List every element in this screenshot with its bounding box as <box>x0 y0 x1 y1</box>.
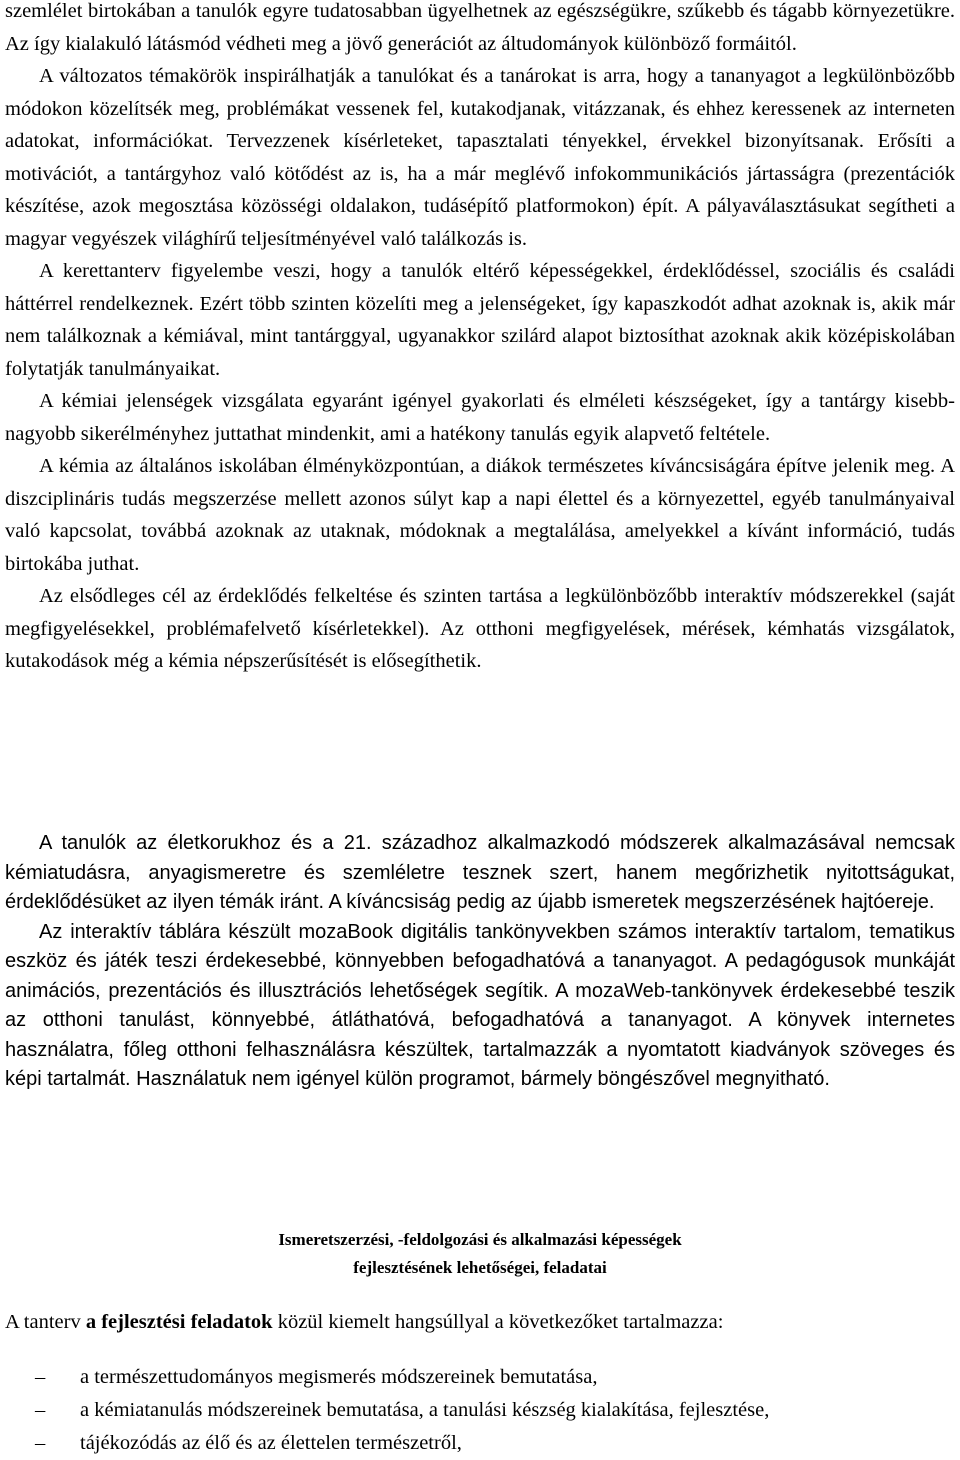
paragraph: szemlélet birtokában a tanulók egyre tudatosabban ügyelhetnek az egészségükre, szűkebb és tágabb környezetükre. Az így kialakuló látásmód védheti meg a jövő generációt az áltudományok különböző formáitól. <box>5 0 955 55</box>
list-item <box>5 1394 955 1427</box>
paragraph: Az elsődleges cél az érdeklődés felkeltése és szinten tartása a legkülönbözőbb interaktív módszerekkel (saját megfigyelésekkel, problémafelvető kísérletekkel). Az otthoni megfigyelések, mérések, kémhatás vizsgálatok, kutakodások még a kémia népszerűsítését is elősegíthetik. <box>5 585 955 672</box>
section-heading <box>5 1226 955 1282</box>
list-item <box>5 1361 955 1394</box>
list-item-text: tájékozódás az élő és az élettelen természetről, <box>80 1432 462 1454</box>
paragraph: A változatos témakörök inspirálhatják a tanulókat és a tanárokat is arra, hogy a tananyagot a legkülönbözőbb módokon közelítsék meg, problémákat vessenek fel, kutakodjanak, vitázzanak, és ehhez keressenek az interneten adatokat, információkat. Tervezzenek kísérleteket, tapasztalati tényekkel, érvekkel bizonyítsanak. Erősíti a motivációt, a tantárgyhoz való kötődést az is, ha a már meglévő infokommunikációs jártasságra (prezentációk készítése, azok megosztása közösségi oldalakon, tudásépítő platformokon) épít. A pályaválasztásukat segítheti a magyar vegyészek világhírű teljesítményével való találkozás is. <box>5 65 955 250</box>
list-item <box>5 1427 955 1460</box>
dash-bullet: – <box>35 1399 46 1421</box>
paragraph: A kémiai jelenségek vizsgálata egyaránt igényel gyakorlati és elméleti készségeket, így a tantárgy kisebb-nagyobb sikerélményhez juttathat mindenkit, ami a hatékony tanulás egyik alapvető feltétele. <box>5 390 955 445</box>
list-item-text: a természettudományos megismerés módszereinek bemutatása, <box>80 1366 598 1388</box>
intro-bold: a fejlesztési feladatok <box>85 1311 273 1333</box>
paragraph: A kémia az általános iskolában élményközpontúan, a diákok természetes kíváncsiságára építve jelenik meg. A diszciplináris tudás megszerzése mellett azonos súlyt kap a napi élettel és a környezettel, egyéb tanulmányaival való kapcsolat, továbbá azoknak az utaknak, módoknak a megtalálása, amelyekkel a kívánt információ, tudás birtokába juthat. <box>5 455 955 575</box>
intro-before: A tanterv <box>5 1311 86 1333</box>
dash-bullet: – <box>35 1366 46 1388</box>
paragraph: Az interaktív táblára készült mozaBook digitális tankönyvekben számos interaktív tartalom, tematikus eszköz és játék teszi érdekesebbé, könnyebben befogadhatóvá a tananyagot. A pedagógusok munkáját animációs, prezentációs és illusztrációs lehetőségek segítik. A mozaWeb-tankönyvek érdekesebbé teszik az otthoni tanulást, könnyebbé, átláthatóvá, befogadhatóvá a tananyagot. A könyvek internetes használatra, főleg otthoni felhasználásra készültek, tartalmazzák a nyomtatott kiadványok szöveges és képi tartalmát. Használatuk nem igényel külön programot, bármely böngészővel megnyitható. <box>5 920 955 1090</box>
heading-line-1: Ismeretszerzési, -feldolgozási és alkalmazási képességek <box>278 1230 682 1249</box>
serif-section <box>5 0 955 678</box>
dash-bullet: – <box>35 1432 46 1454</box>
intro-after: közül kiemelt hangsúllyal a következőket tartalmazza: <box>272 1311 724 1333</box>
task-list <box>5 1361 955 1460</box>
paragraph: A kerettanterv figyelembe veszi, hogy a tanulók eltérő képességekkel, érdeklődéssel, szociális és családi háttérrel rendelkeznek. Ezért több szinten közelíti meg a jelenségeket, így kapaszkodót adhat azoknak is, akik már nem találkoznak a kémiával, mint tantárggyal, ugyanakkor szilárd alapot biztosíthat azoknak akik középiskolában folytatják tanulmányaikat. <box>5 260 955 380</box>
sans-section <box>5 829 955 1095</box>
intro-sentence <box>5 1306 955 1339</box>
heading-line-2: fejlesztésének lehetőségei, feladatai <box>353 1258 607 1277</box>
list-item-text: a kémiatanulás módszereinek bemutatása, a tanulási készség kialakítása, fejlesztése, <box>80 1399 770 1421</box>
paragraph: A tanulók az életkorukhoz és a 21. századhoz alkalmazkodó módszerek alkalmazásával nemcsak kémiatudásra, anyagismeretre és szemléletre tesznek szert, hanem megőrizhetik nyitottságukat, érdeklődésüket az ilyen témák iránt. A kíváncsiság pedig az újabb ismeretek megszerzésének hajtóereje. <box>5 832 955 913</box>
